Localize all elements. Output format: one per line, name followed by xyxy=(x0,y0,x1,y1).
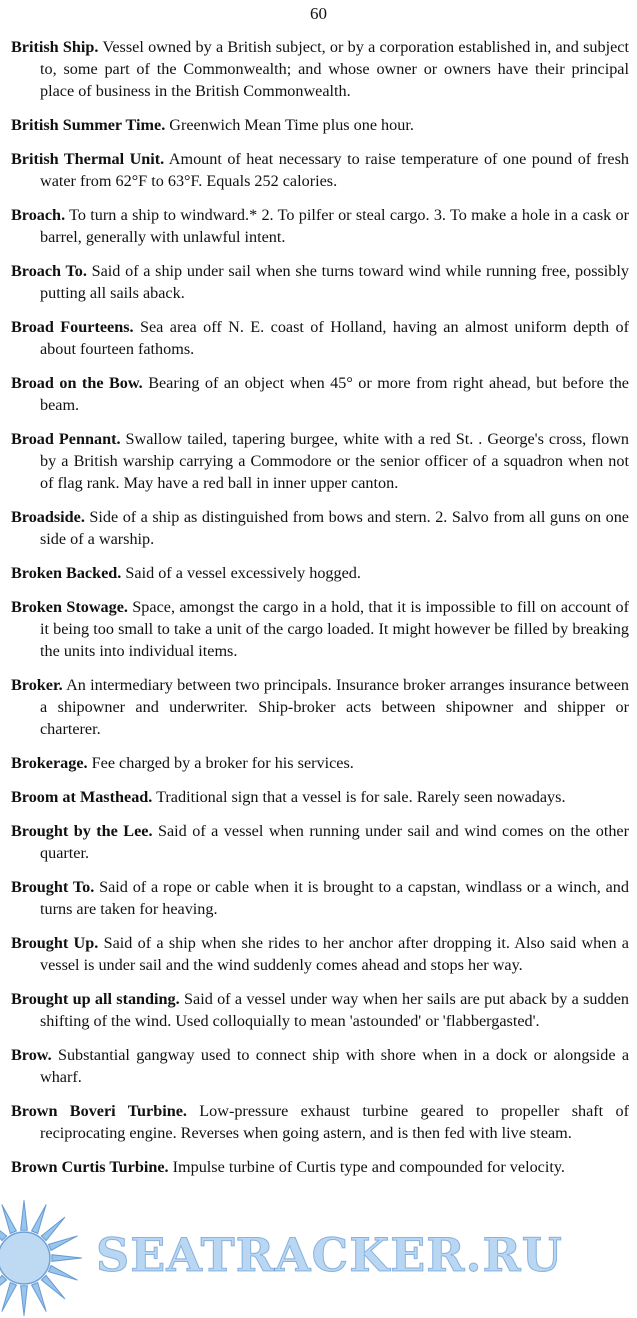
glossary-entry xyxy=(11,316,629,360)
glossary-entry xyxy=(11,372,629,416)
glossary-entry xyxy=(11,596,629,662)
glossary-entry xyxy=(11,674,629,740)
glossary-entry xyxy=(11,1156,629,1178)
entry-term: British Summer Time. xyxy=(11,116,166,134)
entry-definition: Side of a ship as distinguished from bows and stern. 2. Salvo from all guns on one side of a warship. xyxy=(40,508,629,548)
glossary-entry xyxy=(11,36,629,102)
entry-term: Broad Pennant. xyxy=(11,430,121,448)
sun-ray xyxy=(32,1204,47,1233)
glossary-entry xyxy=(11,932,629,976)
entry-term: Broach To. xyxy=(11,262,87,280)
entry-term: Broad Fourteens. xyxy=(11,318,134,336)
entry-term: Broken Backed. xyxy=(11,564,122,582)
entry-definition: Said of a vessel when running under sail and wind comes on the other quarter. xyxy=(40,822,629,862)
glossary-entry xyxy=(11,562,629,584)
glossary-entry xyxy=(11,204,629,248)
entry-definition: Said of a ship when she rides to her anchor after dropping it. Also said when a vessel is under sail and the wind suddenly comes ahead and stops her way. xyxy=(40,934,629,974)
entry-term: Broad on the Bow. xyxy=(11,374,143,392)
sun-ray xyxy=(32,1282,47,1311)
glossary-entry xyxy=(11,148,629,192)
glossary-entry xyxy=(11,876,629,920)
glossary-entry xyxy=(11,1044,629,1088)
entry-term: Brow. xyxy=(11,1046,52,1064)
sun-ray xyxy=(0,1217,7,1241)
entry-definition: Greenwich Mean Time plus one hour. xyxy=(165,116,414,134)
entry-definition: To turn a ship to windward.* 2. To pilfer or steal cargo. 3. To make a hole in a cask or barrel, generally with unlawful intent. xyxy=(40,206,629,246)
glossary-entry xyxy=(11,428,629,494)
entry-definition: Bearing of an object when 45° or more from right ahead, but before the beam. xyxy=(40,374,629,414)
entry-definition: Said of a vessel excessively hogged. xyxy=(121,564,361,582)
entry-term: Broach. xyxy=(11,206,66,224)
entry-term: Brought Up. xyxy=(11,934,99,952)
glossary-entry xyxy=(11,260,629,304)
entry-definition: Fee charged by a broker for his services. xyxy=(87,754,354,772)
entry-definition: Substantial gangway used to connect ship with shore when in a dock or alongside a wharf. xyxy=(40,1046,629,1086)
entry-term: British Thermal Unit. xyxy=(11,150,165,168)
entry-term: Broken Stowage. xyxy=(11,598,128,616)
sun-ray xyxy=(2,1282,17,1311)
sun-ray xyxy=(48,1266,77,1281)
entry-definition: Amount of heat necessary to raise temperature of one pound of fresh water from 62°F to 63°F. Equals 252 calories. xyxy=(40,150,630,190)
glossary-entries xyxy=(11,36,629,1190)
entry-term: Brown Boveri Turbine. xyxy=(11,1102,187,1120)
glossary-entry xyxy=(11,506,629,550)
entry-definition: Said of a vessel under way when her sails are put aback by a sudden shifting of the wind. Used colloquially to mean 'astounded' or 'flabbergasted'. xyxy=(40,990,629,1030)
glossary-entry xyxy=(11,1100,629,1144)
entry-term: Broadside. xyxy=(11,508,85,526)
entry-term: Brown Curtis Turbine. xyxy=(11,1158,169,1176)
entry-definition: Sea area off N. E. coast of Holland, having an almost uniform depth of about fourteen fathoms. xyxy=(40,318,629,358)
glossary-entry xyxy=(11,820,629,864)
entry-definition: Swallow tailed, tapering burgee, white with a red St. . George's cross, flown by a British warship carrying a Commodore or the senior officer of a squadron when not of flag rank. May have a red ball in inner upper canton. xyxy=(40,430,629,492)
entry-term: British Ship. xyxy=(11,38,99,56)
sun-burst-icon xyxy=(0,1198,84,1318)
glossary-entry xyxy=(11,114,629,136)
sun-ray xyxy=(41,1217,65,1241)
entry-definition: Said of a rope or cable when it is brought to a capstan, windlass or a winch, and turns are taken for heaving. xyxy=(40,878,629,918)
entry-definition: An intermediary between two principals. Insurance broker arranges insurance between a shipowner and underwriter. Ship-broker acts between shipowner and shipper or charterer. xyxy=(40,676,629,738)
glossary-entry xyxy=(11,988,629,1032)
sun-ray xyxy=(21,1200,28,1230)
entry-term: Brought up all standing. xyxy=(11,990,180,1008)
entry-term: Broom at Masthead. xyxy=(11,788,153,806)
entry-term: Brought by the Lee. xyxy=(11,822,153,840)
page-number: 60 xyxy=(310,4,327,23)
watermark xyxy=(0,1192,637,1313)
sun-ray xyxy=(0,1275,7,1299)
sun-ray xyxy=(52,1255,82,1262)
glossary-entry xyxy=(11,786,629,808)
sun-ray xyxy=(41,1275,65,1299)
entry-definition: Said of a ship under sail when she turns toward wind while running free, possibly putting all sails aback. xyxy=(40,262,629,302)
sun-ray xyxy=(2,1204,17,1233)
entry-term: Broker. xyxy=(11,676,63,694)
glossary-entry xyxy=(11,752,629,774)
entry-definition: Vessel owned by a British subject, or by a corporation established in, and subject to, some part of the Commonwealth; and whose owner or owners have their principal place of business in the British Commonwealth. xyxy=(40,38,629,100)
sun-ray xyxy=(21,1286,28,1316)
sun-ray xyxy=(48,1236,77,1251)
entry-term: Brokerage. xyxy=(11,754,88,772)
entry-term: Brought To. xyxy=(11,878,95,896)
watermark-text: SEATRACKER.RU xyxy=(96,1228,563,1282)
entry-definition: Traditional sign that a vessel is for sale. Rarely seen nowadays. xyxy=(152,788,566,806)
entry-definition: Impulse turbine of Curtis type and compounded for velocity. xyxy=(168,1158,565,1176)
entry-definition: Low-pressure exhaust turbine geared to propeller shaft of reciprocating engine. Reverses when going astern, and is then fed with live steam. xyxy=(40,1102,629,1142)
entry-definition: Space, amongst the cargo in a hold, that it is impossible to fill on account of it being too small to take a unit of the cargo loaded. It might however be filled by breaking the units into individual items. xyxy=(40,598,629,660)
